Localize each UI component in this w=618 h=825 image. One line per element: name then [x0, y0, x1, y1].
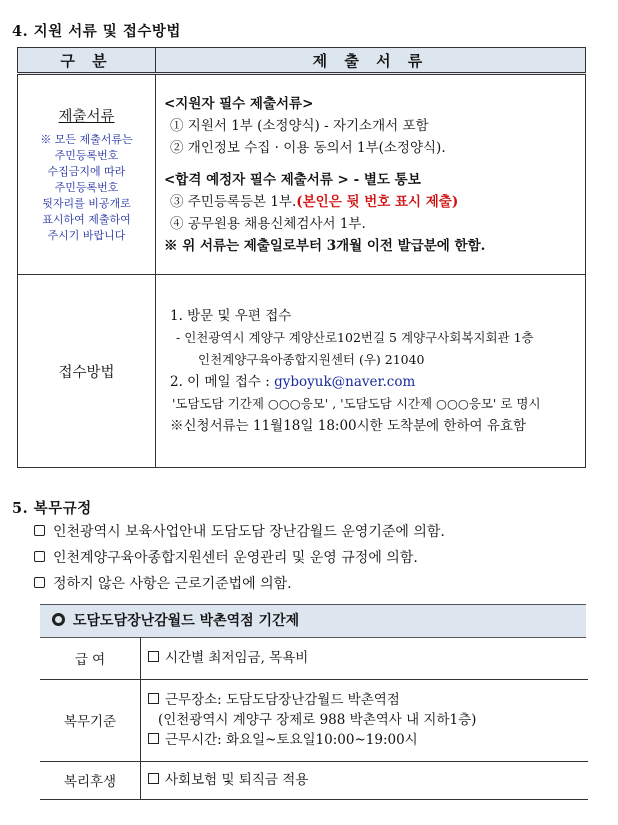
- method-label-text: 접수방법: [58, 364, 115, 381]
- doc-item-3-emphasis: (본인은 뒷 번호 표시 제출): [296, 193, 459, 210]
- table-header-row: [18, 48, 586, 74]
- doc-item-1: ① 지원서 1부 (소정양식) - 자기소개서 포함: [170, 117, 429, 134]
- position-table: [40, 637, 588, 800]
- method-line-1: 1. 방문 및 우편 접수: [170, 308, 292, 324]
- method-content-cell: [156, 275, 586, 468]
- checkbox-square-icon: [148, 773, 159, 784]
- checkbox-square-icon: [148, 733, 159, 744]
- duty-row: [40, 679, 588, 761]
- method-email-line: [170, 371, 581, 393]
- welfare-row: [40, 761, 588, 799]
- doc-item-4: ④ 공무원용 채용신체검사서 1부.: [170, 215, 366, 232]
- docs-note: [18, 132, 155, 244]
- section5-title: 5. 복무규정: [12, 500, 92, 517]
- section4-title: 4. 지원 서류 및 접수방법: [12, 23, 181, 40]
- note-line: ※ 모든 제출서류는: [40, 133, 133, 146]
- docs-row: [18, 74, 586, 275]
- rule-text: 정하지 않은 사항은 근로기준법에 의함.: [53, 576, 292, 592]
- square-bullet-icon: [34, 577, 45, 588]
- welfare-text: 사회보험 및 퇴직금 적용: [165, 772, 309, 788]
- square-bullet-icon: [34, 551, 45, 562]
- duty-label: 복무기준: [40, 679, 141, 761]
- note-line: 주민등록번호: [54, 181, 119, 194]
- work-hours-text: 근무시간: 화요일~토요일10:00~19:00시: [165, 732, 418, 748]
- method-address-line: - 인천광역시 계양구 계양산로102번길 5 계양구사회복지회관 1층: [176, 330, 534, 345]
- salary-value: [141, 637, 589, 679]
- welfare-label: 복리후생: [40, 761, 141, 799]
- salary-text: 시간별 최저임금, 목욕비: [165, 649, 309, 666]
- rule-text: 인천광역시 보육사업안내 도담도담 장난감월드 운영기준에 의함.: [53, 524, 445, 540]
- header-category: 구 분: [18, 48, 156, 74]
- method-label: [18, 275, 156, 468]
- welfare-value: [141, 761, 589, 799]
- required-docs-title: <지원자 필수 제출서류>: [164, 95, 314, 112]
- docs-label-cell: [18, 74, 156, 275]
- position-box-title: [40, 604, 586, 638]
- doc-item-2: ② 개인정보 수집 · 이용 동의서 1부(소정양식).: [170, 139, 446, 156]
- rule-item: [34, 573, 292, 593]
- docs-label: 제출서류: [58, 109, 115, 125]
- method-subject-line: '도담도담 기간제 ○○○응모' , '도담도담 시간제 ○○○응모' 로 명시: [172, 396, 541, 411]
- duty-value: [141, 679, 589, 761]
- application-table: [17, 47, 586, 468]
- checkbox-square-icon: [148, 693, 159, 704]
- email-address[interactable]: gyboyuk@naver.com: [274, 374, 416, 390]
- note-line: 뒷자리를 비공개로: [42, 197, 131, 210]
- checkbox-square-icon: [148, 651, 159, 662]
- email-label: 2. 이 메일 접수 :: [170, 374, 275, 390]
- note-line: 주시기 바랍니다: [47, 229, 126, 242]
- method-deadline-line: ※신청서류는 11월18일 18:00시한 도착분에 한하여 유효함: [170, 418, 526, 434]
- doc-item-3: [164, 191, 581, 213]
- work-place-text: 근무장소: 도담도담장난감월드 박촌역점: [165, 692, 400, 708]
- validity-note: ※ 위 서류는 제출일로부터 3개월 이전 발급분에 한함.: [164, 237, 486, 254]
- finalist-docs-title: <합격 예정자 필수 제출서류 > - 별도 통보: [164, 171, 421, 188]
- work-address-text: (인천광역시 계양구 장제로 988 박촌역사 내 지하1층): [158, 712, 477, 728]
- docs-content-cell: [156, 74, 586, 275]
- position-title-text: 도담도담장난감월드 박촌역점 기간제: [73, 613, 300, 629]
- doc-item-3-text: ③ 주민등록등본 1부.: [170, 193, 297, 210]
- rule-item: [34, 521, 445, 541]
- header-documents: 제 출 서 류: [156, 48, 586, 74]
- rule-text: 인천계양구육아종합지원센터 운영관리 및 운영 규정에 의함.: [53, 550, 418, 566]
- note-line: 수집금지에 따라: [47, 165, 126, 178]
- method-center-line: 인천계양구육아종합지원센터 (우) 21040: [198, 352, 425, 367]
- salary-row: [40, 637, 588, 679]
- method-row: [18, 275, 586, 468]
- square-bullet-icon: [34, 525, 45, 536]
- note-line: 주민등록번호: [54, 149, 119, 162]
- salary-label: 급 여: [40, 637, 141, 679]
- circle-bullet-icon: [52, 613, 65, 626]
- rule-item: [34, 547, 418, 567]
- note-line: 표시하여 제출하여: [42, 213, 131, 226]
